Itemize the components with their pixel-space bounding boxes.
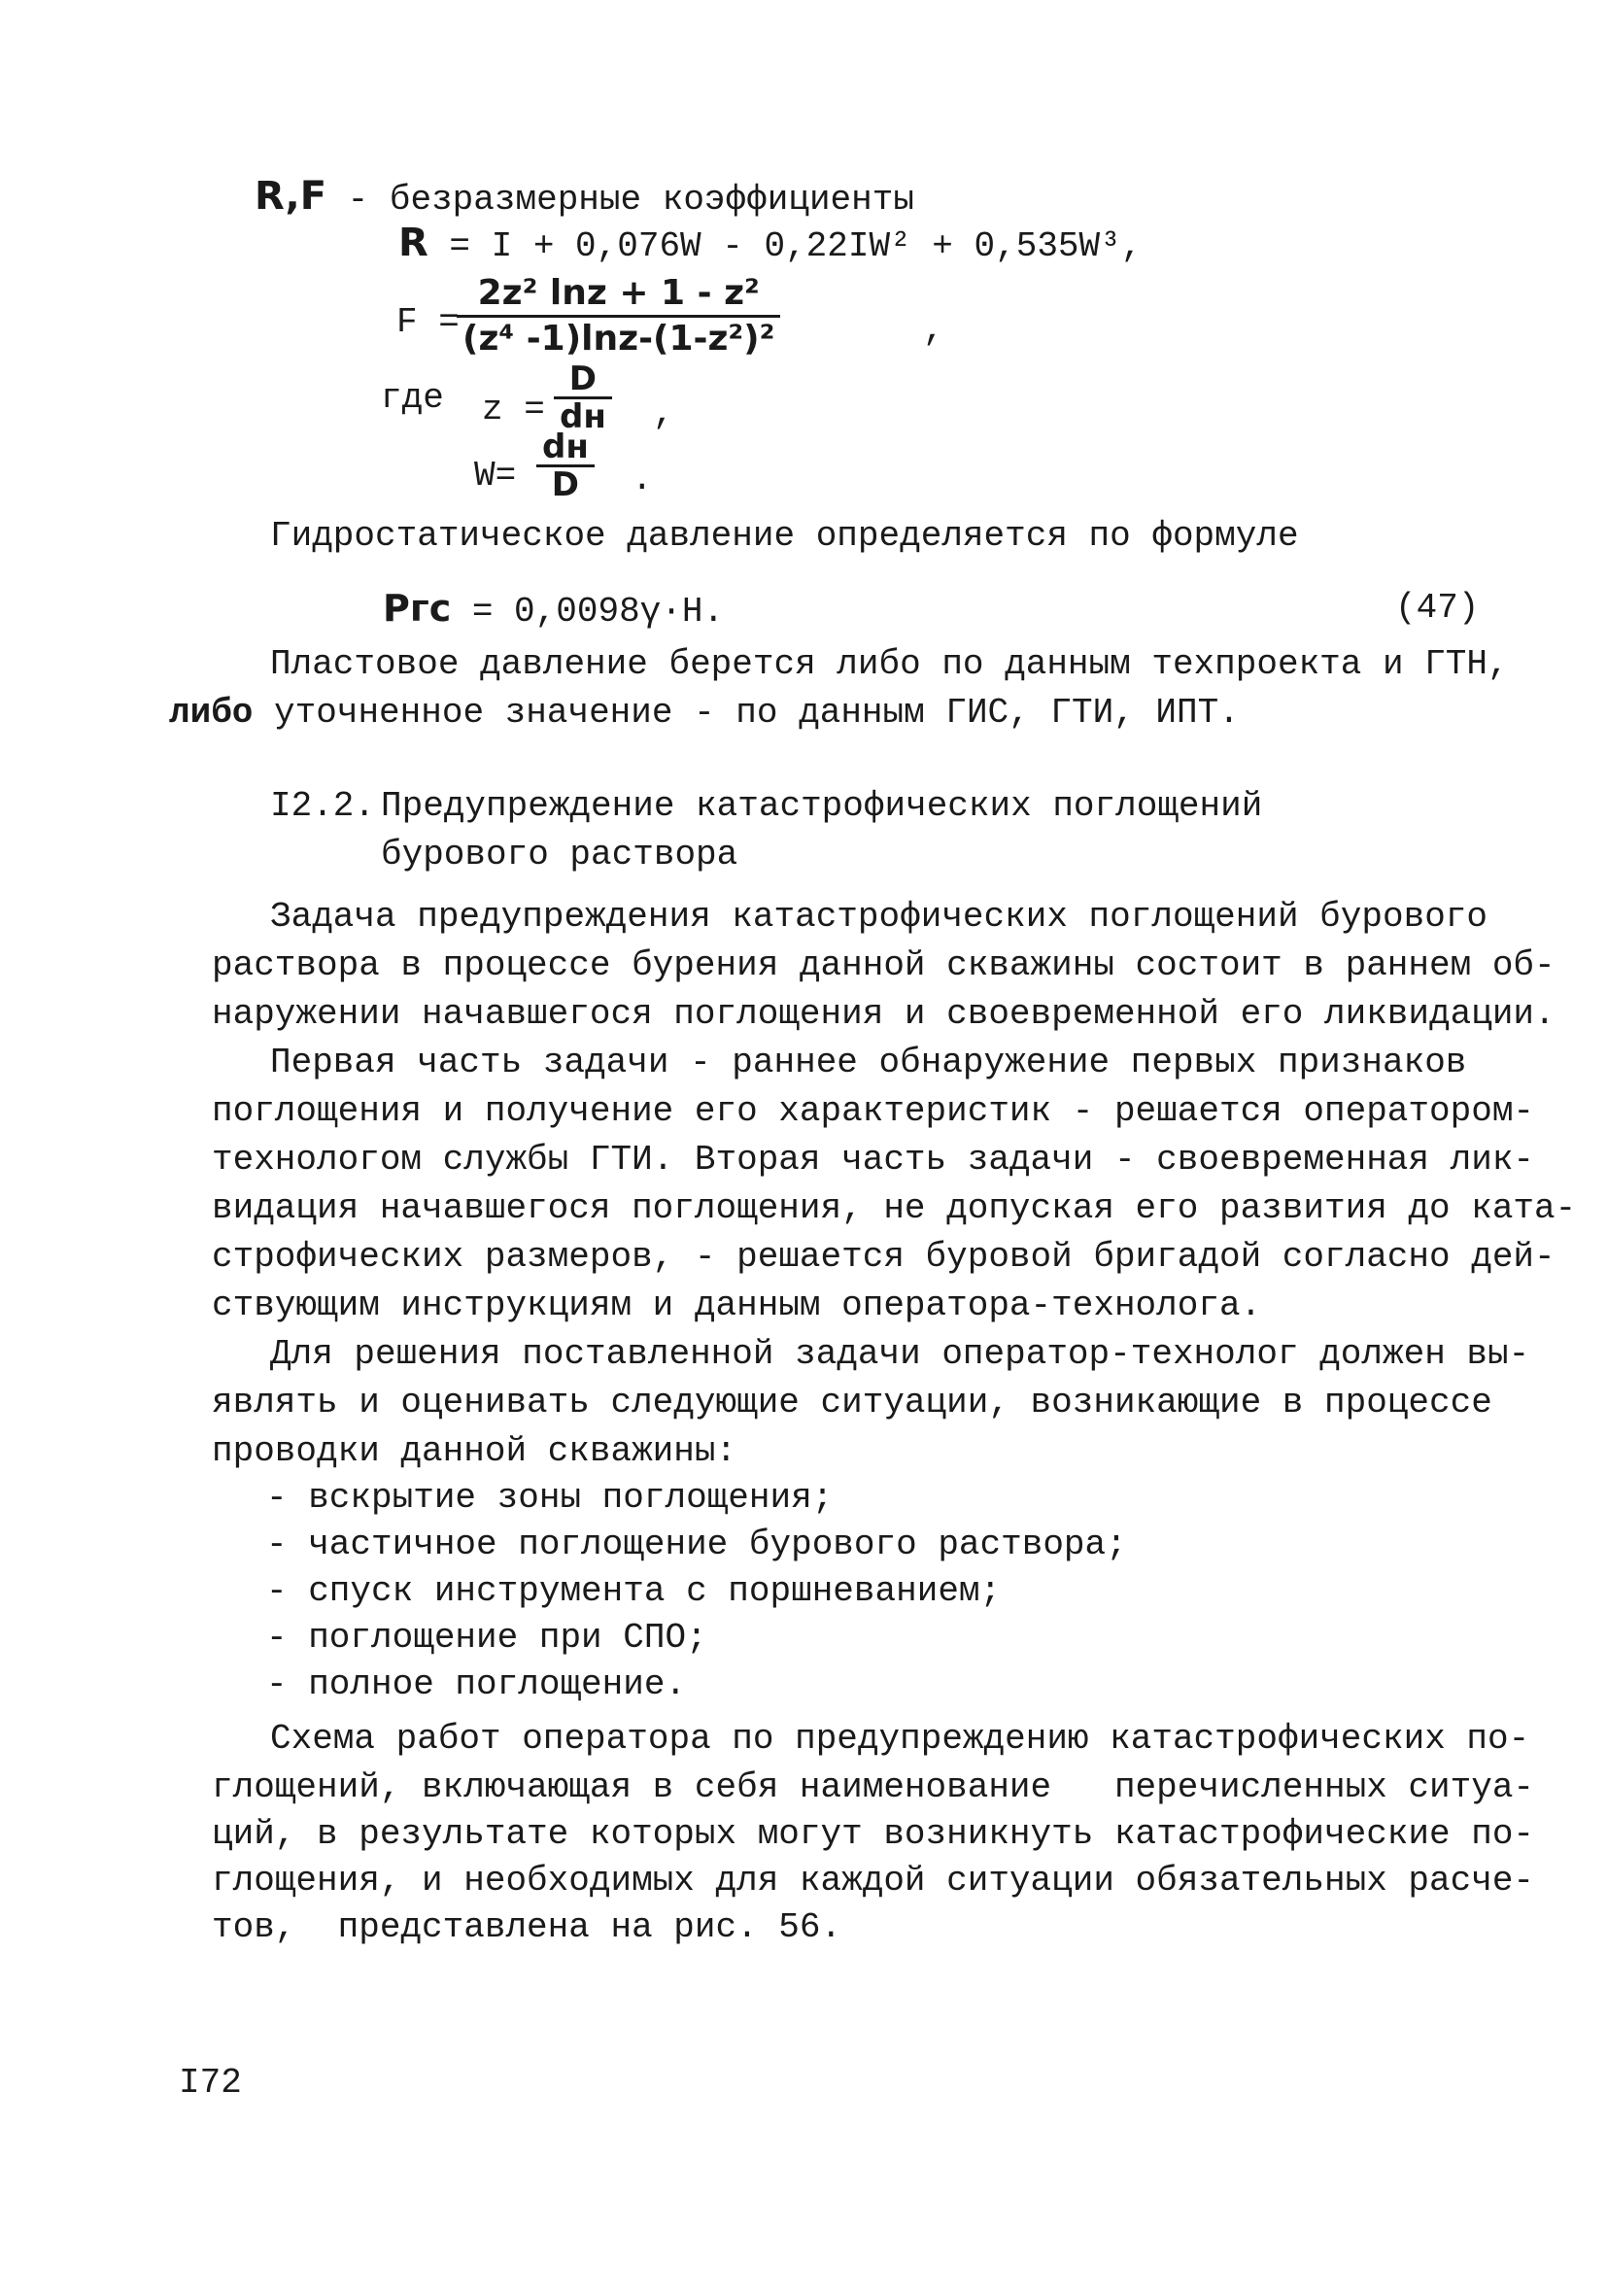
paragraph-1-line-2: раствора в процессе бурения данной скважины состоит в раннем об- bbox=[212, 945, 1556, 985]
prc-rhs: = 0,0098γ·H. bbox=[451, 592, 725, 632]
prc-lhs: Pгс bbox=[383, 587, 452, 630]
w-fraction bbox=[536, 429, 595, 502]
z-tail: , bbox=[653, 394, 674, 433]
paragraph-1-line-1: Задача предупреждения катастрофических поглощений бурового bbox=[270, 897, 1488, 937]
paragraph-4-line-4: глощения, и необходимых для каждой ситуации обязательных расче- bbox=[212, 1861, 1535, 1901]
f-tail: , bbox=[923, 310, 944, 350]
section-title-line-1: Предупреждение катастрофических поглощений bbox=[381, 786, 1263, 826]
w-tail: . bbox=[632, 460, 653, 499]
w-formula-lhs: W= bbox=[474, 456, 517, 496]
equation-number: (47) bbox=[1395, 588, 1480, 628]
z-fraction bbox=[554, 361, 612, 434]
reservoir-line-1: Пластовое давление берется либо по данным техпроекта и ГТН, bbox=[270, 644, 1509, 684]
hydro-intro: Гидростатическое давление определяется по формуле bbox=[270, 516, 1299, 556]
f-denominator: (z⁴ -1)lnz-(1-z²)² bbox=[462, 319, 775, 359]
paragraph-4-line-5: тов, представлена на рис. 56. bbox=[212, 1907, 842, 1947]
paragraph-4-line-3: ций, в результате которых могут возникнуть катастрофические по- bbox=[212, 1814, 1535, 1854]
w-denominator: D bbox=[551, 465, 580, 504]
paragraph-2-line-6: ствующим инструкциям и данным оператора-технолога. bbox=[212, 1285, 1262, 1325]
paragraph-3-line-3: проводки данной скважины: bbox=[212, 1431, 737, 1471]
z-numerator: D bbox=[568, 360, 598, 398]
list-item: - поглощение при СПО; bbox=[266, 1618, 707, 1658]
prc-formula bbox=[383, 587, 724, 634]
f-numerator: 2z² lnz + 1 - z² bbox=[477, 273, 760, 313]
section-number: I2.2. bbox=[270, 786, 376, 826]
paragraph-4-line-2: глощений, включающая в себя наименование перечисленных ситуа- bbox=[212, 1767, 1535, 1807]
page-number: I72 bbox=[179, 2063, 242, 2103]
list-item: - вскрытие зоны поглощения; bbox=[266, 1478, 834, 1518]
paragraph-2-line-3: технологом службы ГТИ. Вторая часть задачи - своевременная лик- bbox=[212, 1140, 1535, 1180]
z-denominator: dн bbox=[560, 397, 606, 436]
w-numerator: dн bbox=[542, 428, 589, 466]
rf-symbol: R,F bbox=[255, 174, 327, 219]
reservoir-either-word: либо bbox=[169, 693, 254, 733]
reservoir-line-2 bbox=[169, 692, 1240, 735]
f-fraction bbox=[457, 272, 780, 360]
paragraph-2-line-5: строфических размеров, - решается буровой бригадой согласно дей- bbox=[212, 1237, 1556, 1277]
r-formula bbox=[398, 222, 1142, 268]
paragraph-2-line-2: поглощения и получение его характеристик - решается оператором- bbox=[212, 1091, 1535, 1131]
paragraph-1-line-3: наружении начавшегося поглощения и своевременной его ликвидации. bbox=[212, 994, 1556, 1034]
f-formula-lhs: F = bbox=[396, 302, 460, 342]
reservoir-line-2-rest: уточненное значение - по данным ГИС, ГТИ, ИПТ. bbox=[253, 693, 1240, 733]
list-item: - спуск инструмента с поршневанием; bbox=[266, 1571, 1002, 1611]
section-title-line-2: бурового раствора bbox=[381, 835, 738, 874]
paragraph-2-line-1: Первая часть задачи - раннее обнаружение первых признаков bbox=[270, 1043, 1467, 1082]
paragraph-3-line-2: являть и оценивать следующие ситуации, возникающие в процессе bbox=[212, 1383, 1492, 1422]
list-item: - полное поглощение. bbox=[266, 1664, 687, 1704]
rf-description: - безразмерные коэффициенты bbox=[326, 180, 914, 220]
list-item: - частичное поглощение бурового раствора; bbox=[266, 1525, 1127, 1564]
r-formula-lhs: R bbox=[398, 221, 428, 265]
where-word: где bbox=[381, 378, 444, 418]
paragraph-2-line-4: видация начавшегося поглощения, не допуская его развития до ката- bbox=[212, 1188, 1577, 1228]
paragraph-4-line-1: Схема работ оператора по предупреждению катастрофических по- bbox=[270, 1719, 1530, 1759]
r-formula-rhs: = I + 0,076W - 0,22IW² + 0,535W³, bbox=[427, 226, 1143, 266]
paragraph-3-line-1: Для решения поставленной задачи оператор-технолог должен вы- bbox=[270, 1334, 1530, 1374]
z-formula-lhs: z = bbox=[482, 390, 545, 429]
coefficients-definition bbox=[255, 175, 914, 222]
